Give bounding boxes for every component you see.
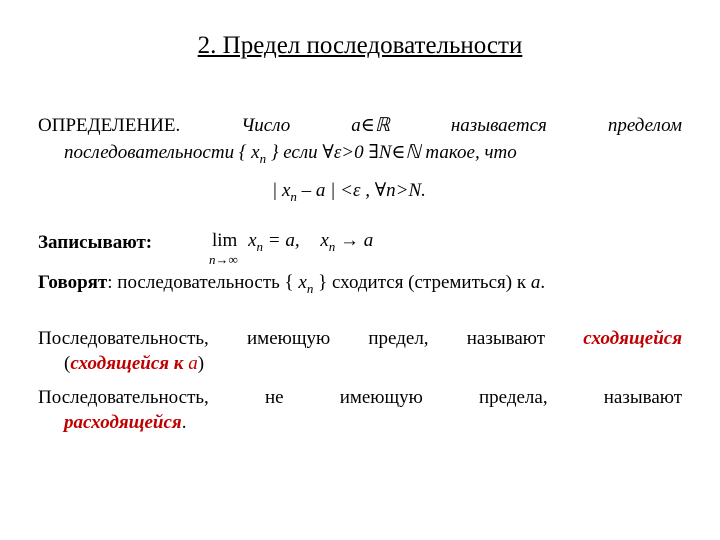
convergent-text: Последовательность, имеющую предел, называют: [38, 328, 546, 349]
arrow-x-sub: n: [328, 238, 336, 254]
definition-var-a: a∈ℝ: [351, 115, 390, 136]
limit-formula: [209, 230, 374, 267]
say-line: [38, 272, 545, 297]
divergent-line-2: [64, 412, 186, 434]
divergent-word-5: называют: [603, 387, 683, 408]
definition-label: ОПРЕДЕЛЕНИЕ.: [38, 115, 181, 136]
lim-eq: = a,: [263, 230, 300, 251]
definition-l3-sub: n: [290, 188, 297, 204]
lim-word: lim: [212, 230, 238, 251]
say-x-sub: n: [306, 280, 314, 296]
arrow-expr: → a: [335, 230, 374, 251]
definition-line-1: [38, 114, 682, 137]
lim-x: x: [248, 230, 257, 251]
divergent-word-2: не: [264, 387, 284, 408]
say-text-1: : последовательность {: [107, 272, 299, 293]
divergent-dot: .: [181, 412, 187, 433]
divergent-word-3: имеющую: [339, 387, 423, 408]
title-text: 2. Предел последовательности: [197, 32, 523, 59]
page-title: [0, 32, 720, 60]
divergent-line-1: [38, 387, 682, 409]
convergent-line-1: [38, 328, 682, 350]
definition-word-called: называется: [450, 115, 547, 136]
lim-operator: [209, 230, 238, 267]
definition-l2-sub: n: [259, 150, 267, 166]
definition-l3-a: | x: [272, 180, 291, 201]
lim-x-sub: n: [256, 238, 264, 254]
divergent-term: расходящейся: [64, 412, 182, 433]
say-x: x: [298, 272, 307, 293]
paren-open: (: [64, 353, 71, 374]
paren-close: ): [197, 353, 205, 374]
convergent-line-2: [64, 353, 204, 375]
definition-word-limit: пределом: [607, 115, 683, 136]
notation-label: Записывают:: [38, 232, 153, 253]
divergent-word-1: Последовательность,: [38, 387, 209, 408]
definition-line-2: [64, 141, 517, 167]
arrow-x: x: [320, 230, 329, 251]
say-text-2: } сходится (стремиться) к: [313, 272, 531, 293]
convergent-term-2: сходящейся к: [70, 353, 184, 374]
definition-line-3: [272, 179, 426, 205]
definition-l3-b: – a | <ε , ∀n>N.: [296, 180, 426, 201]
definition-l2-b: } если ∀ε>0 ∃N∈ℕ такое, что: [266, 142, 517, 163]
divergent-word-4: предела,: [478, 387, 548, 408]
say-label: Говорят: [38, 272, 108, 293]
lim-subscript: n→∞: [209, 252, 238, 267]
say-dot: .: [540, 272, 546, 293]
say-a: a: [530, 272, 541, 293]
convergent-term: сходящейся: [583, 328, 682, 349]
convergent-a: a: [188, 353, 198, 374]
definition-word-number: Число: [241, 115, 291, 136]
definition-l2-a: последовательности { x: [64, 142, 260, 163]
